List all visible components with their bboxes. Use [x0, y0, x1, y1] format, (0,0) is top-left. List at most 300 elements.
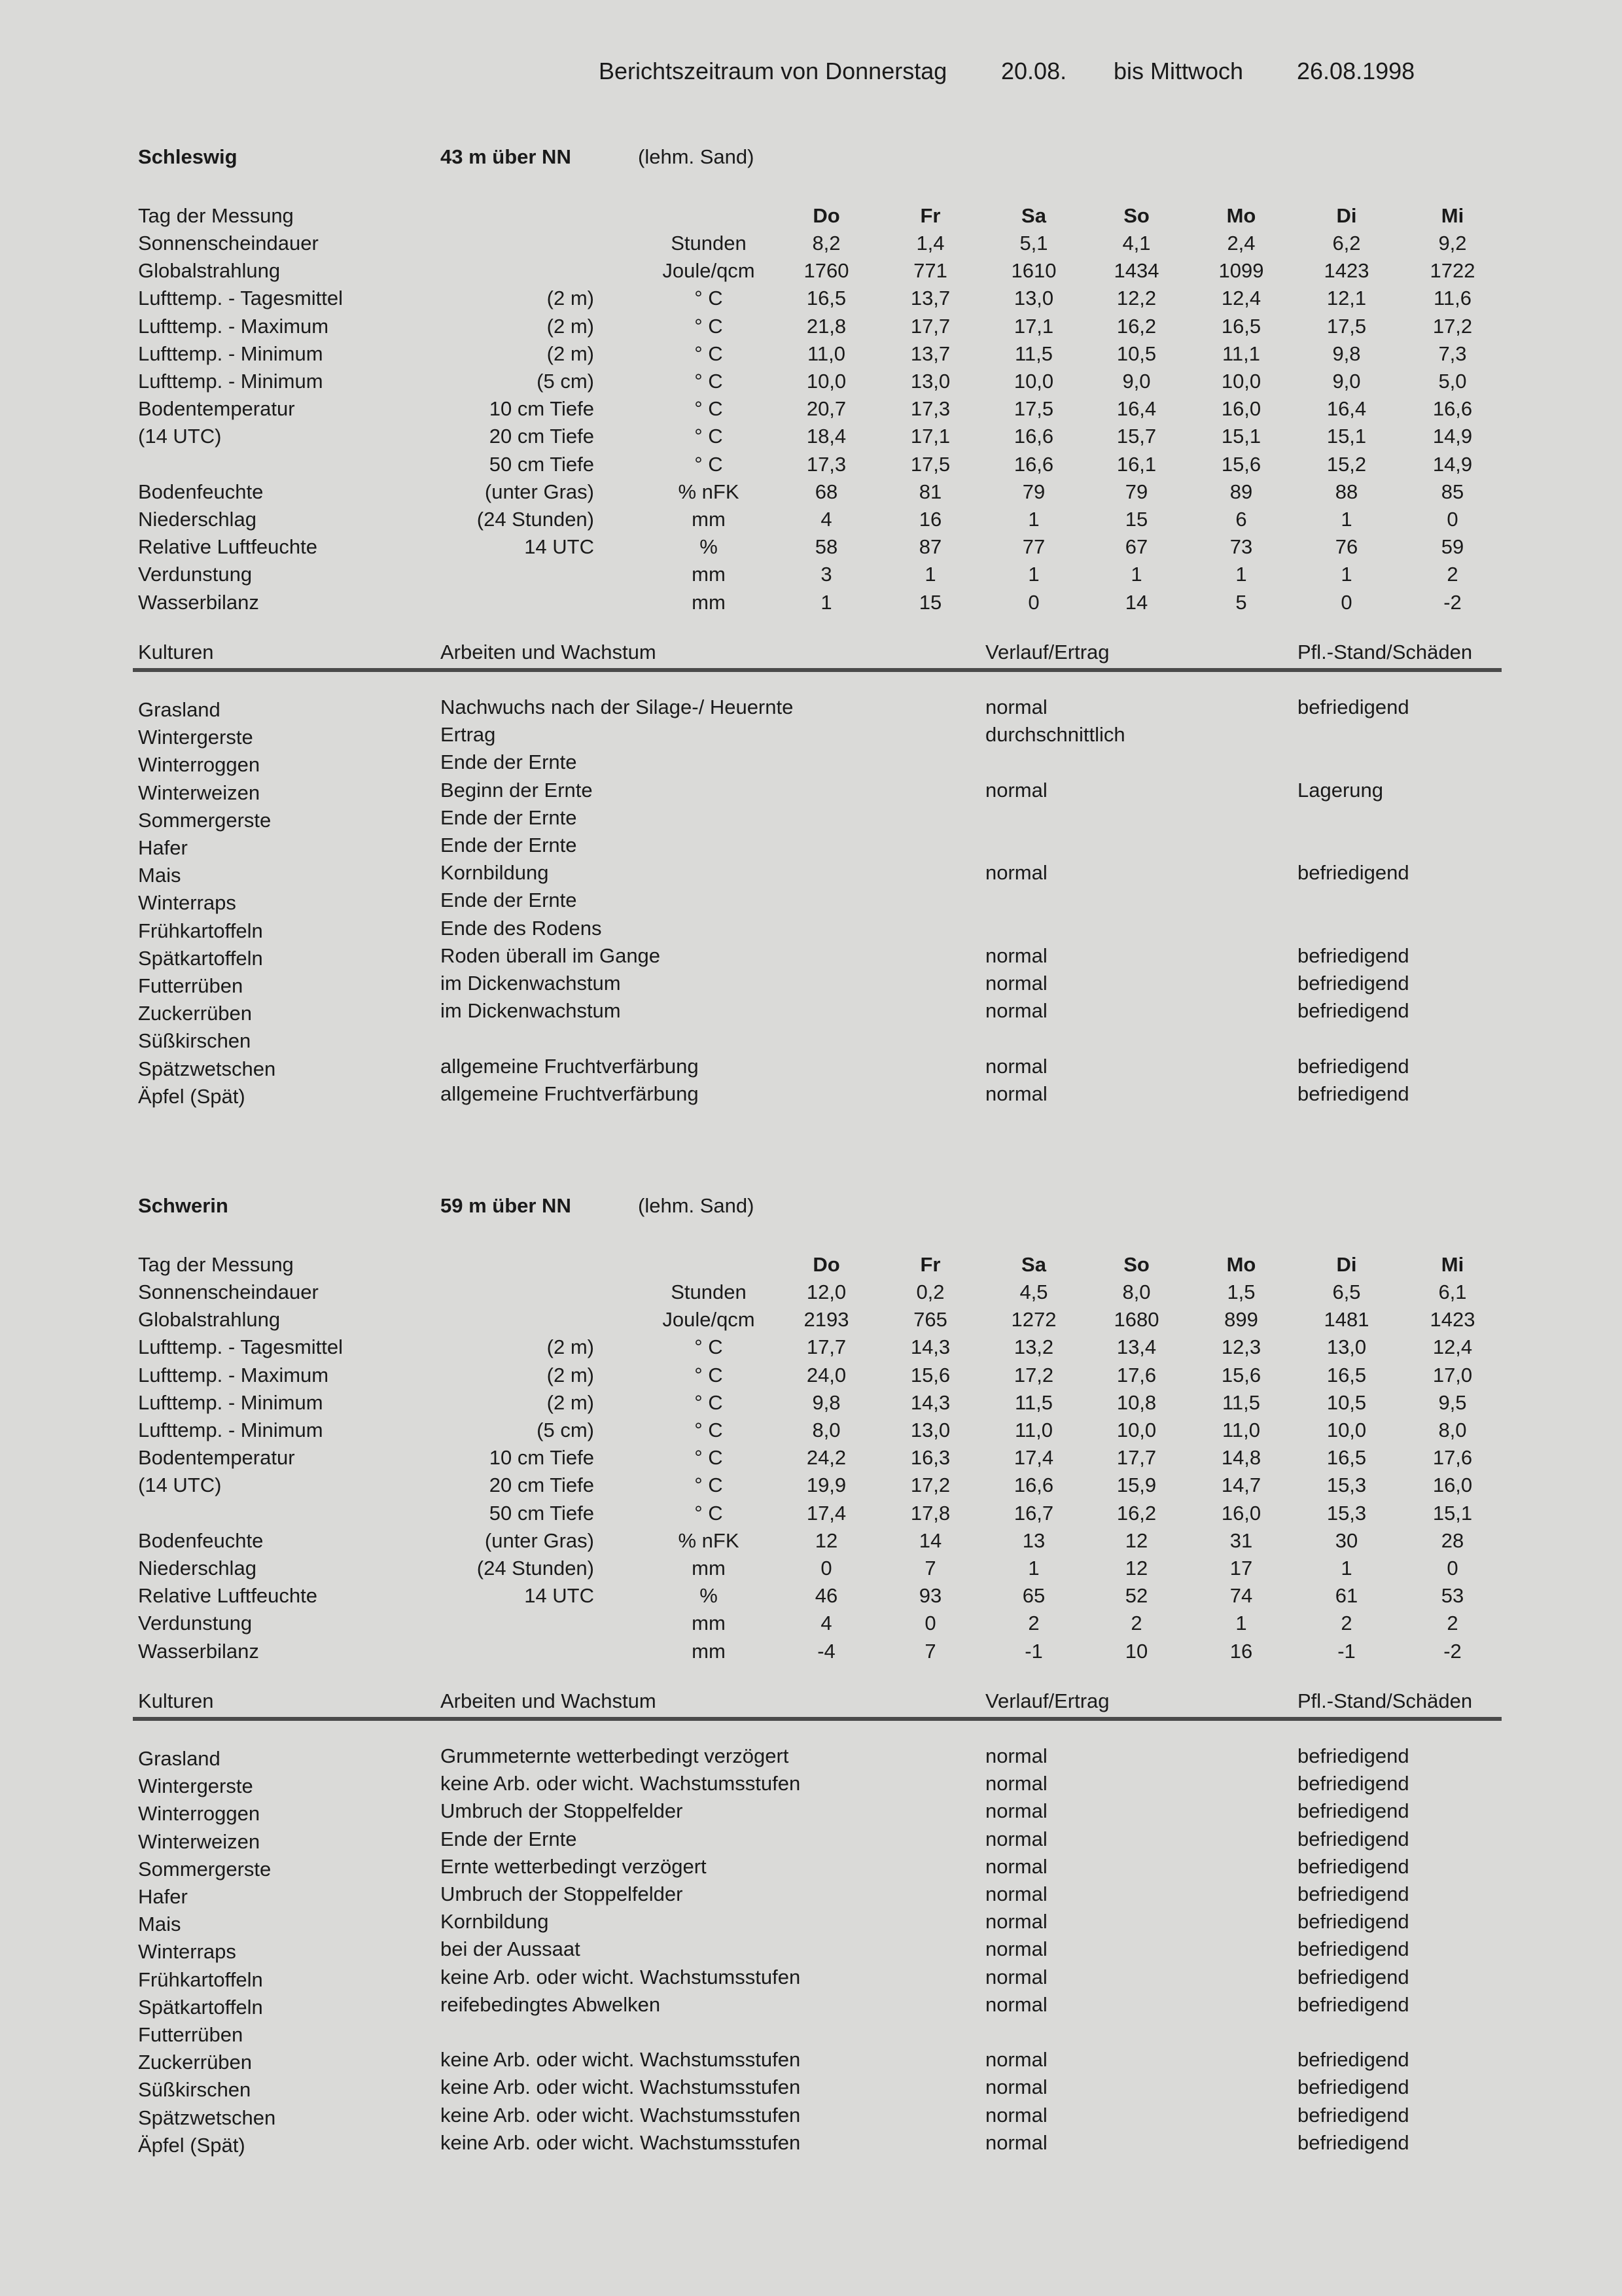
measure-label: Globalstrahlung	[138, 1308, 281, 1331]
crop-course: normal	[985, 1082, 1048, 1105]
measure-label: Lufttemp. - Minimum	[138, 1391, 323, 1414]
measure-value: 1	[1341, 1557, 1352, 1580]
measure-value: 5,0	[1438, 370, 1467, 393]
measure-value: 15,2	[1326, 453, 1367, 476]
crop-column-header: Pfl.-Stand/Schäden	[1297, 1689, 1473, 1712]
crop-course: normal	[985, 1828, 1048, 1850]
measure-sub: 14 UTC	[524, 1584, 594, 1607]
station-elevation: 59 m über NN	[440, 1194, 571, 1217]
measure-value: 0	[1447, 1557, 1458, 1580]
measure-value: 61	[1335, 1584, 1358, 1607]
measure-value: 12,3	[1221, 1335, 1261, 1358]
measure-value: 16,0	[1221, 1502, 1261, 1525]
crop-name: Zuckerrüben	[138, 2051, 253, 2074]
measure-value: 1,5	[1227, 1280, 1256, 1303]
measure-value: 10,0	[1326, 1419, 1367, 1441]
measure-unit: ° C	[694, 342, 723, 365]
measure-value: 16,5	[806, 287, 847, 309]
crop-work: allgemeine Fruchtverfärbung	[440, 1082, 699, 1105]
measure-value: 2	[1447, 1612, 1458, 1634]
measure-value: 17,3	[806, 453, 847, 476]
crop-course: normal	[985, 2131, 1048, 2154]
crop-work: reifebedingtes Abwelken	[440, 1993, 661, 2016]
measure-value: 17,8	[910, 1502, 951, 1525]
measure-value: 0	[1341, 591, 1352, 614]
day-header: Do	[813, 204, 840, 227]
measure-unit: ° C	[694, 425, 723, 448]
crop-column-header: Arbeiten und Wachstum	[440, 641, 656, 663]
measure-sub: (unter Gras)	[484, 1529, 594, 1552]
measure-value: 1434	[1114, 259, 1159, 282]
measure-value: 17,2	[1432, 315, 1473, 338]
measure-value: 11,6	[1433, 287, 1472, 309]
measure-label: Globalstrahlung	[138, 259, 281, 282]
day-header: Di	[1336, 1253, 1357, 1276]
measure-unit: mm	[692, 1612, 726, 1634]
crop-work: keine Arb. oder wicht. Wachstumsstufen	[440, 2075, 801, 2098]
measure-value: 11,5	[1014, 342, 1053, 365]
crop-course: normal	[985, 999, 1048, 1022]
measure-value: 17,2	[1014, 1364, 1054, 1386]
measure-value: -1	[1337, 1640, 1356, 1663]
measure-label: Wasserbilanz	[138, 1640, 259, 1663]
measure-value: 9,5	[1438, 1391, 1467, 1414]
measure-value: 65	[1022, 1584, 1046, 1607]
station-soil: (lehm. Sand)	[638, 145, 754, 168]
crop-name: Grasland	[138, 1747, 220, 1770]
measure-sub: 10 cm Tiefe	[489, 1446, 594, 1469]
crop-name: Wintergerste	[138, 726, 253, 749]
measure-value: 1	[1028, 563, 1040, 586]
crop-state: befriedigend	[1297, 1772, 1409, 1795]
measure-value: 24,0	[806, 1364, 847, 1386]
measure-unit: mm	[692, 508, 726, 531]
crop-state: befriedigend	[1297, 2048, 1409, 2071]
measure-value: 30	[1335, 1529, 1358, 1552]
crop-name: Hafer	[138, 836, 188, 859]
crop-state: befriedigend	[1297, 1744, 1409, 1767]
measure-label: Verdunstung	[138, 1612, 253, 1634]
measure-value: 11,5	[1222, 1391, 1261, 1414]
measure-unit: mm	[692, 563, 726, 586]
measure-value: 10,0	[1116, 1419, 1157, 1441]
measure-value: -2	[1443, 1640, 1462, 1663]
measure-value: 17,5	[910, 453, 951, 476]
day-header: Mi	[1441, 204, 1464, 227]
crop-work: Grummeternte wetterbedingt verzögert	[440, 1744, 789, 1767]
measure-unit: %	[699, 1584, 718, 1607]
measure-unit: ° C	[694, 1419, 723, 1441]
measure-sub: (5 cm)	[537, 1419, 594, 1441]
measure-value: 16,3	[910, 1446, 951, 1469]
crop-course: normal	[985, 1937, 1048, 1960]
measure-unit: Stunden	[671, 232, 747, 255]
measure-sub: (24 Stunden)	[476, 1557, 594, 1580]
crop-course: normal	[985, 861, 1048, 884]
measure-value: 0	[1028, 591, 1040, 614]
crop-name: Zuckerrüben	[138, 1002, 253, 1025]
crop-course: normal	[985, 1055, 1048, 1078]
measure-label: (14 UTC)	[138, 425, 222, 448]
day-header: Fr	[920, 204, 941, 227]
crop-state: befriedigend	[1297, 1799, 1409, 1822]
crop-column-header: Pfl.-Stand/Schäden	[1297, 641, 1473, 663]
measure-value: 13,0	[1326, 1335, 1367, 1358]
measure-value: 14,3	[910, 1391, 951, 1414]
measure-value: 15	[1125, 508, 1148, 531]
measure-value: 765	[913, 1308, 947, 1331]
measure-unit: ° C	[694, 287, 723, 309]
measure-value: 1272	[1011, 1308, 1057, 1331]
period-label: Berichtszeitraum von Donnerstag	[599, 58, 947, 84]
crop-name: Sommergerste	[138, 1858, 272, 1881]
measure-value: 15,1	[1326, 425, 1367, 448]
measure-value: 16,2	[1116, 315, 1157, 338]
crop-name: Spätkartoffeln	[138, 1996, 263, 2019]
measure-value: 11,0	[1222, 1419, 1261, 1441]
measure-value: 16,6	[1014, 425, 1054, 448]
crop-work: keine Arb. oder wicht. Wachstumsstufen	[440, 2131, 801, 2154]
crop-work: Ende der Ernte	[440, 751, 577, 773]
measure-value: -2	[1443, 591, 1462, 614]
measure-value: 14	[1125, 591, 1148, 614]
crop-work: Ende der Ernte	[440, 834, 577, 857]
measure-value: 1,4	[916, 232, 945, 255]
measure-label: Niederschlag	[138, 1557, 256, 1580]
measure-sub: 14 UTC	[524, 535, 594, 558]
crop-course: normal	[985, 2075, 1048, 2098]
crop-course: normal	[985, 1772, 1048, 1795]
measure-value: 13,7	[910, 342, 951, 365]
day-header: So	[1123, 204, 1150, 227]
measure-value: 15,1	[1432, 1502, 1473, 1525]
measure-sub: (2 m)	[546, 315, 594, 338]
measure-label: Relative Luftfeuchte	[138, 535, 318, 558]
station-soil: (lehm. Sand)	[638, 1194, 754, 1217]
measure-value: 74	[1229, 1584, 1253, 1607]
measure-unit: Joule/qcm	[662, 1308, 755, 1331]
measure-unit: ° C	[694, 1364, 723, 1386]
crop-name: Äpfel (Spät)	[138, 2134, 245, 2157]
measure-value: 4	[820, 508, 832, 531]
measure-value: 8,0	[1122, 1280, 1151, 1303]
measure-value: 2	[1131, 1612, 1142, 1634]
measure-value: 1	[1028, 1557, 1040, 1580]
crop-course: normal	[985, 1799, 1048, 1822]
crop-name: Süßkirschen	[138, 1029, 251, 1052]
day-label: Tag der Messung	[138, 204, 294, 227]
measure-value: 17,5	[1014, 397, 1054, 420]
crop-state: Lagerung	[1297, 779, 1384, 802]
measure-label: Lufttemp. - Minimum	[138, 342, 323, 365]
measure-value: 88	[1335, 480, 1358, 503]
measure-value: 2	[1447, 563, 1458, 586]
measure-label: Verdunstung	[138, 563, 253, 586]
measure-value: 53	[1441, 1584, 1464, 1607]
measure-value: 10	[1125, 1640, 1148, 1663]
period-start-date: 20.08.	[1001, 58, 1067, 84]
measure-value: 0	[925, 1612, 936, 1634]
crop-work: Umbruch der Stoppelfelder	[440, 1799, 683, 1822]
measure-label: Lufttemp. - Minimum	[138, 1419, 323, 1441]
crop-course: normal	[985, 779, 1048, 802]
crop-work: Beginn der Ernte	[440, 779, 593, 802]
measure-value: -1	[1025, 1640, 1043, 1663]
measure-value: 2	[1028, 1612, 1040, 1634]
measure-value: 4	[820, 1612, 832, 1634]
crop-work: Nachwuchs nach der Silage-/ Heuernte	[440, 696, 794, 718]
measure-value: 12,4	[1221, 287, 1261, 309]
table-divider	[133, 1717, 1502, 1721]
measure-value: 16	[1229, 1640, 1253, 1663]
measure-value: 17,4	[806, 1502, 847, 1525]
crop-course: normal	[985, 972, 1048, 995]
measure-value: 13,7	[910, 287, 951, 309]
measure-unit: %	[699, 535, 718, 558]
crop-name: Futterrüben	[138, 974, 243, 997]
measure-value: 14,9	[1432, 425, 1473, 448]
crop-course: normal	[985, 1744, 1048, 1767]
crop-name: Winterroggen	[138, 1802, 260, 1825]
crop-column-header: Verlauf/Ertrag	[985, 1689, 1110, 1712]
measure-unit: % nFK	[678, 480, 739, 503]
measure-value: 8,0	[1438, 1419, 1467, 1441]
crop-state: befriedigend	[1297, 1882, 1409, 1905]
crop-name: Futterrüben	[138, 2023, 243, 2046]
crop-work: im Dickenwachstum	[440, 999, 621, 1022]
measure-value: 15,9	[1116, 1474, 1157, 1496]
measure-value: 17,4	[1014, 1446, 1054, 1469]
measure-unit: mm	[692, 591, 726, 614]
measure-value: 16,5	[1221, 315, 1261, 338]
measure-value: 16,6	[1014, 1474, 1054, 1496]
measure-value: 7,3	[1438, 342, 1467, 365]
crop-state: befriedigend	[1297, 1937, 1409, 1960]
crop-course: durchschnittlich	[985, 723, 1125, 746]
measure-value: 13,2	[1014, 1335, 1054, 1358]
measure-value: 17	[1229, 1557, 1253, 1580]
measure-value: 8,2	[812, 232, 841, 255]
measure-value: 6,1	[1438, 1280, 1467, 1303]
measure-value: 16,0	[1221, 397, 1261, 420]
measure-value: 1680	[1114, 1308, 1159, 1331]
crop-state: befriedigend	[1297, 1828, 1409, 1850]
measure-value: 1	[1341, 563, 1352, 586]
measure-value: 67	[1125, 535, 1148, 558]
measure-sub: 20 cm Tiefe	[489, 1474, 594, 1496]
measure-value: 11,5	[1014, 1391, 1053, 1414]
crop-work: keine Arb. oder wicht. Wachstumsstufen	[440, 1772, 801, 1795]
measure-value: 28	[1441, 1529, 1464, 1552]
crop-name: Frühkartoffeln	[138, 1968, 263, 1991]
measure-value: 2193	[803, 1308, 849, 1331]
measure-value: 7	[925, 1557, 936, 1580]
measure-value: 17,1	[1014, 315, 1054, 338]
measure-value: 79	[1022, 480, 1046, 503]
crop-work: bei der Aussaat	[440, 1937, 580, 1960]
crop-name: Winterraps	[138, 1940, 236, 1963]
measure-value: 9,8	[1332, 342, 1361, 365]
measure-value: 17,5	[1326, 315, 1367, 338]
measure-value: 1722	[1430, 259, 1475, 282]
crop-work: keine Arb. oder wicht. Wachstumsstufen	[440, 1966, 801, 1988]
measure-value: 76	[1335, 535, 1358, 558]
measure-value: 31	[1229, 1529, 1253, 1552]
crop-state: befriedigend	[1297, 999, 1409, 1022]
station-elevation: 43 m über NN	[440, 145, 571, 168]
crop-work: Umbruch der Stoppelfelder	[440, 1882, 683, 1905]
measure-sub: (2 m)	[546, 342, 594, 365]
measure-value: 16,4	[1116, 397, 1157, 420]
crop-work: Ende der Ernte	[440, 1828, 577, 1850]
measure-value: 19,9	[806, 1474, 847, 1496]
measure-value: 46	[815, 1584, 838, 1607]
measure-value: 17,0	[1432, 1364, 1473, 1386]
measure-value: 1	[925, 563, 936, 586]
measure-unit: ° C	[694, 370, 723, 393]
measure-unit: ° C	[694, 1502, 723, 1525]
measure-sub: (2 m)	[546, 1391, 594, 1414]
measure-value: 13,4	[1116, 1335, 1157, 1358]
crop-work: keine Arb. oder wicht. Wachstumsstufen	[440, 2048, 801, 2071]
measure-value: 10,0	[806, 370, 847, 393]
crop-work: allgemeine Fruchtverfärbung	[440, 1055, 699, 1078]
crop-work: keine Arb. oder wicht. Wachstumsstufen	[440, 2104, 801, 2127]
measure-value: 15,6	[1221, 1364, 1261, 1386]
crop-work: Kornbildung	[440, 861, 549, 884]
measure-value: 20,7	[806, 397, 847, 420]
crop-name: Grasland	[138, 698, 220, 721]
measure-sub: (24 Stunden)	[476, 508, 594, 531]
measure-unit: % nFK	[678, 1529, 739, 1552]
measure-value: 6,2	[1332, 232, 1361, 255]
crop-column-header: Kulturen	[138, 641, 214, 663]
measure-value: 14,8	[1221, 1446, 1261, 1469]
crop-course: normal	[985, 1855, 1048, 1878]
measure-value: 12,2	[1116, 287, 1157, 309]
measure-value: 1481	[1324, 1308, 1369, 1331]
measure-value: -4	[817, 1640, 836, 1663]
crop-name: Winterraps	[138, 891, 236, 914]
measure-value: 9,0	[1332, 370, 1361, 393]
measure-value: 17,7	[806, 1335, 847, 1358]
measure-sub: 50 cm Tiefe	[489, 1502, 594, 1525]
crop-course: normal	[985, 696, 1048, 718]
crop-state: befriedigend	[1297, 2104, 1409, 2127]
measure-value: 89	[1229, 480, 1253, 503]
measure-value: 15,3	[1326, 1474, 1367, 1496]
measure-sub: (unter Gras)	[484, 480, 594, 503]
measure-value: 10,8	[1116, 1391, 1157, 1414]
measure-value: 1	[1341, 508, 1352, 531]
measure-value: 1	[1235, 563, 1247, 586]
crop-state: befriedigend	[1297, 1966, 1409, 1988]
measure-sub: 20 cm Tiefe	[489, 425, 594, 448]
measure-value: 1423	[1430, 1308, 1475, 1331]
measure-value: 16,5	[1326, 1446, 1367, 1469]
measure-value: 17,6	[1116, 1364, 1157, 1386]
measure-value: 2	[1341, 1612, 1352, 1634]
measure-value: 16,6	[1014, 453, 1054, 476]
measure-value: 16,6	[1432, 397, 1473, 420]
measure-value: 77	[1022, 535, 1046, 558]
measure-value: 16,7	[1014, 1502, 1054, 1525]
measure-value: 12,4	[1432, 1335, 1473, 1358]
measure-value: 59	[1441, 535, 1464, 558]
day-header: Do	[813, 1253, 840, 1276]
measure-value: 10,0	[1221, 370, 1261, 393]
measure-value: 5,1	[1019, 232, 1048, 255]
measure-unit: ° C	[694, 1335, 723, 1358]
measure-value: 11,1	[1222, 342, 1261, 365]
measure-value: 17,1	[910, 425, 951, 448]
measure-sub: (5 cm)	[537, 370, 594, 393]
crop-state: befriedigend	[1297, 944, 1409, 967]
measure-value: 12,1	[1326, 287, 1367, 309]
crop-name: Hafer	[138, 1885, 188, 1908]
measure-value: 85	[1441, 480, 1464, 503]
measure-value: 14,9	[1432, 453, 1473, 476]
crop-work: Ende des Rodens	[440, 917, 602, 940]
measure-value: 16,4	[1326, 397, 1367, 420]
crop-state: befriedigend	[1297, 1993, 1409, 2016]
measure-label: Relative Luftfeuchte	[138, 1584, 318, 1607]
station-name: Schwerin	[138, 1194, 228, 1217]
measure-value: 13,0	[910, 1419, 951, 1441]
measure-value: 21,8	[806, 315, 847, 338]
crop-state: befriedigend	[1297, 1055, 1409, 1078]
measure-value: 13,0	[1014, 287, 1054, 309]
measure-value: 0,2	[916, 1280, 945, 1303]
measure-label: Lufttemp. - Minimum	[138, 370, 323, 393]
crop-name: Winterroggen	[138, 753, 260, 776]
measure-label: Lufttemp. - Maximum	[138, 1364, 329, 1386]
measure-value: 1	[1028, 508, 1040, 531]
crop-course: normal	[985, 1882, 1048, 1905]
day-header: Mo	[1226, 1253, 1256, 1276]
crop-name: Wintergerste	[138, 1775, 253, 1797]
crop-name: Sommergerste	[138, 809, 272, 832]
day-header: Fr	[920, 1253, 941, 1276]
measure-value: 79	[1125, 480, 1148, 503]
measure-sub: 50 cm Tiefe	[489, 453, 594, 476]
measure-value: 9,8	[812, 1391, 841, 1414]
measure-value: 13,0	[910, 370, 951, 393]
day-header: Mi	[1441, 1253, 1464, 1276]
crop-name: Süßkirschen	[138, 2078, 251, 2101]
measure-value: 15,6	[1221, 453, 1261, 476]
crop-name: Mais	[138, 1913, 181, 1935]
measure-label: Lufttemp. - Maximum	[138, 315, 329, 338]
day-header: Sa	[1021, 1253, 1046, 1276]
day-header: Mo	[1226, 204, 1256, 227]
measure-value: 1	[820, 591, 832, 614]
measure-sub: 10 cm Tiefe	[489, 397, 594, 420]
measure-value: 18,4	[806, 425, 847, 448]
measure-value: 17,3	[910, 397, 951, 420]
measure-unit: mm	[692, 1640, 726, 1663]
crop-name: Spätzwetschen	[138, 2106, 276, 2129]
measure-value: 10,5	[1326, 1391, 1367, 1414]
measure-value: 17,2	[910, 1474, 951, 1496]
measure-unit: ° C	[694, 1391, 723, 1414]
measure-value: 12	[1125, 1557, 1148, 1580]
measure-value: 1	[1131, 563, 1142, 586]
measure-unit: Joule/qcm	[662, 259, 755, 282]
measure-value: 14	[919, 1529, 942, 1552]
period-end-date: 26.08.1998	[1297, 58, 1415, 84]
measure-value: 81	[919, 480, 942, 503]
